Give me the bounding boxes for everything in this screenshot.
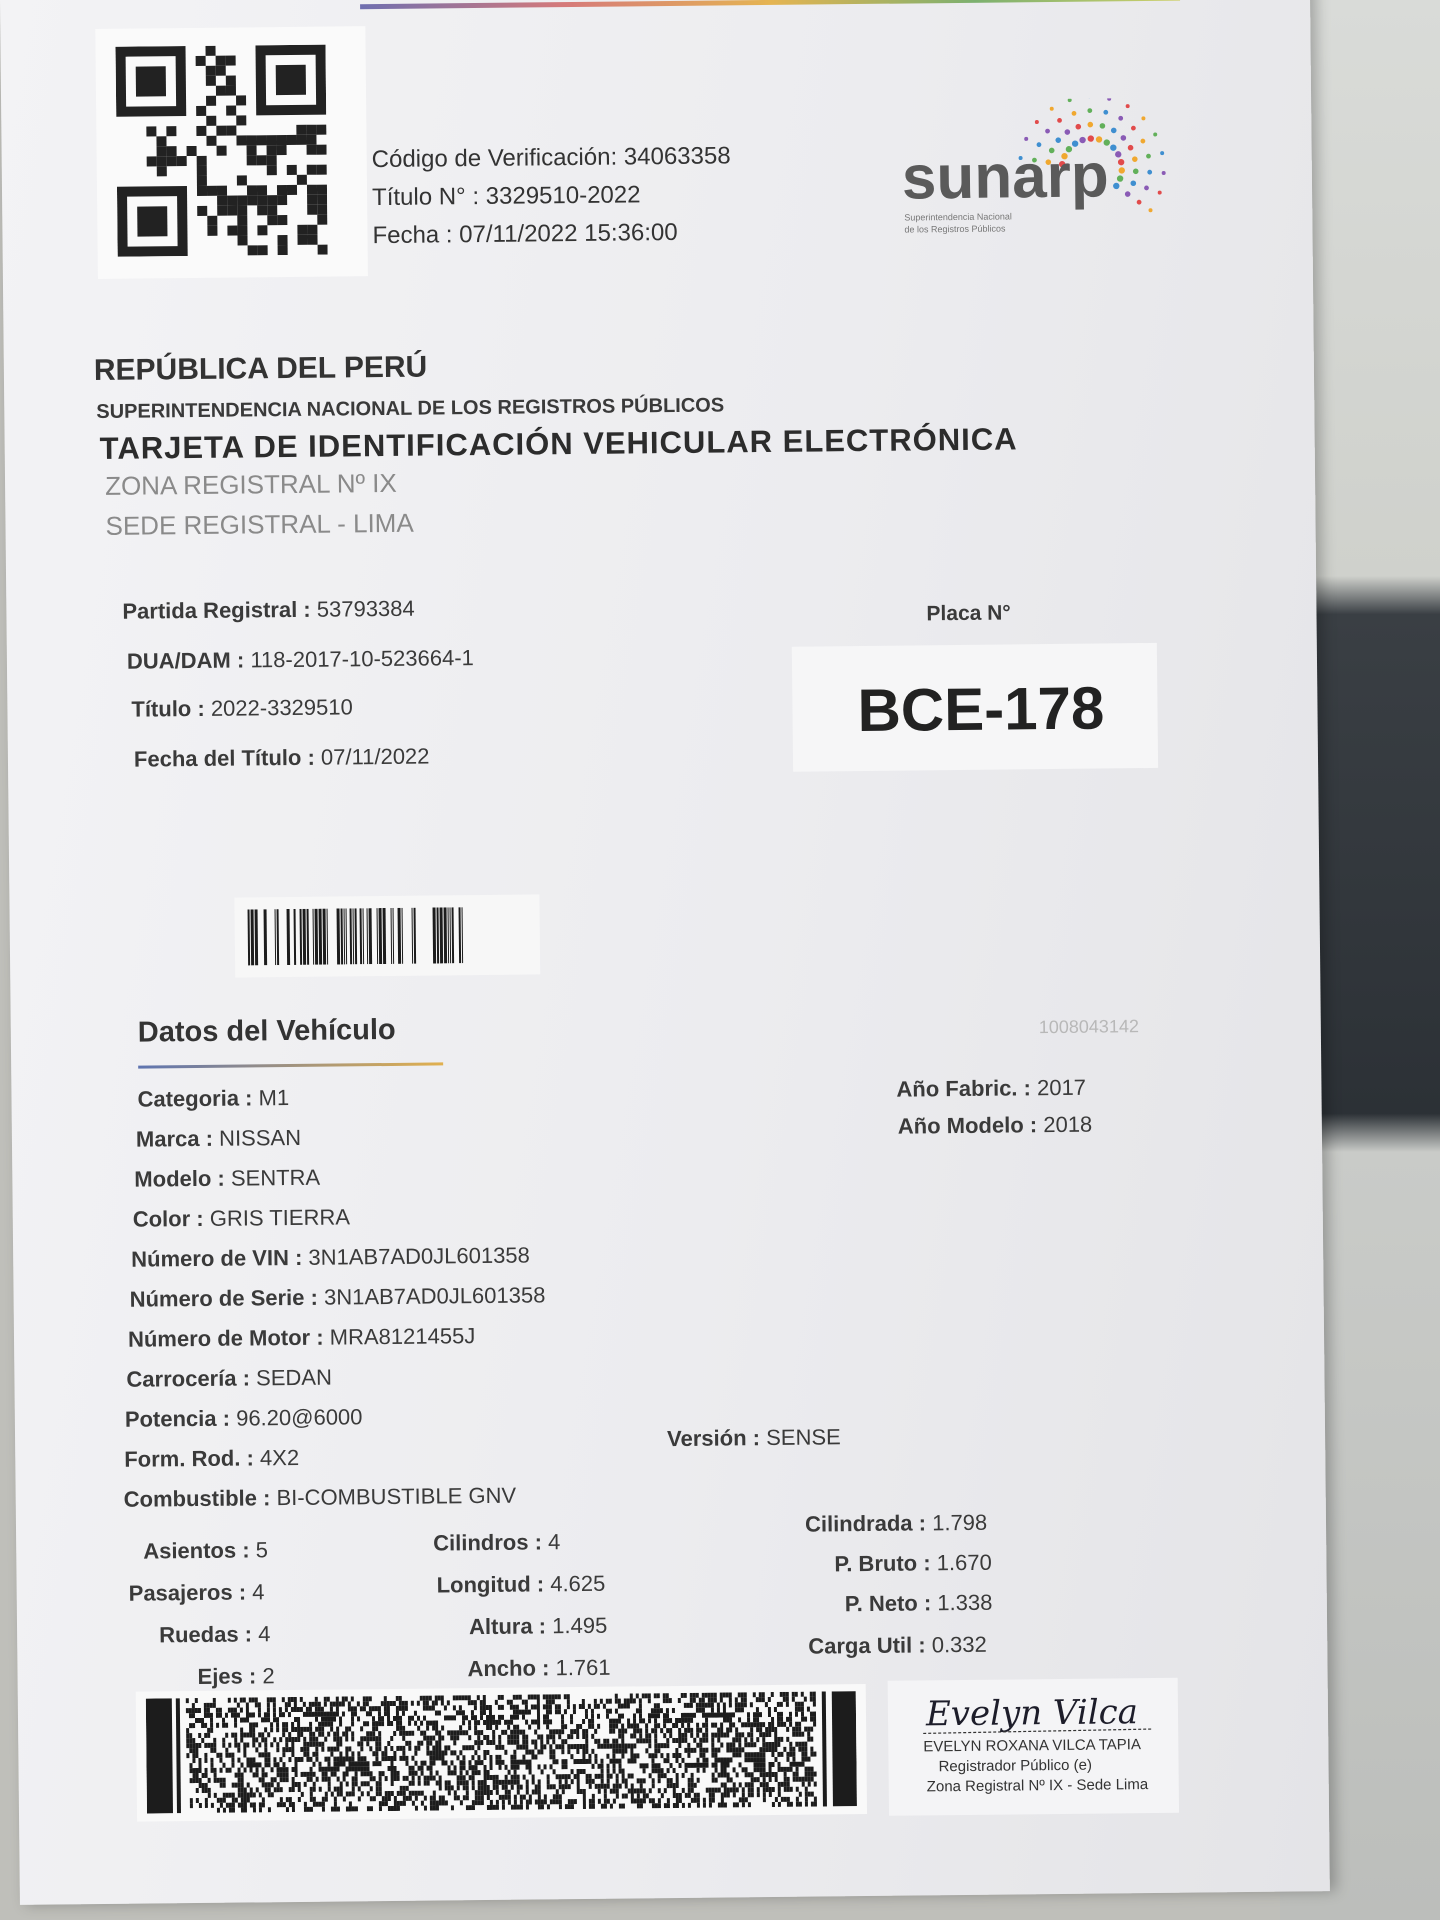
ruedas-label: Ruedas : (158, 1621, 253, 1648)
datos-underline (138, 1062, 443, 1068)
pasajeros-label: Pasajeros : (128, 1579, 247, 1606)
altura-label: Altura : (468, 1613, 547, 1640)
partida-label: Partida Registral : (122, 596, 311, 624)
sunarp-wordmark: sunarp (901, 141, 1109, 213)
anio-modelo-label: Año Modelo : (897, 1112, 1038, 1139)
anio-modelo-row (898, 1112, 1093, 1140)
version-label: Versión : (666, 1425, 761, 1452)
modelo-label: Modelo : (134, 1165, 225, 1192)
signer-zone: Zona Registral Nº IX - Sede Lima (926, 1776, 1149, 1796)
sunarp-logo (881, 97, 1203, 290)
asientos-label: Asientos : (143, 1537, 250, 1564)
header-zona: ZONA REGISTRAL Nº IX (104, 467, 397, 501)
anio-fabric-value: 2017 (1036, 1074, 1087, 1101)
vin-row (131, 1243, 530, 1273)
anio-fabric-label: Año Fabric. : (896, 1075, 1032, 1102)
carroceria-label: Carrocería : (126, 1365, 251, 1392)
sunarp-subtitle-2: de los Registros Públicos (904, 223, 1006, 235)
titulo-label: Título : (131, 695, 205, 722)
combustible-value: BI-COMBUSTIBLE GNV (276, 1482, 517, 1511)
signer-role: Registrador Público (e) (938, 1756, 1093, 1776)
cilindros-row (433, 1529, 560, 1556)
partida-value: 53793384 (316, 595, 415, 622)
motor-value: MRA8121455J (329, 1323, 476, 1350)
marca-row (136, 1125, 301, 1153)
formrod-row (124, 1445, 299, 1473)
longitud-value: 4.625 (550, 1570, 606, 1597)
signature-script: Evelyn Vilca (925, 1692, 1139, 1735)
altura-value: 1.495 (552, 1612, 608, 1639)
cilindros-value: 4 (547, 1529, 561, 1555)
pbruto-row (834, 1550, 992, 1578)
carroceria-row (126, 1365, 332, 1393)
marca-label: Marca : (135, 1125, 214, 1152)
top-color-stripe (360, 0, 1180, 9)
potencia-label: Potencia : (124, 1405, 231, 1432)
verification-code: Código de Verificación: 34063358 (371, 142, 731, 174)
ancho-row (467, 1655, 610, 1682)
cargautil-label: Carga Util : (808, 1632, 926, 1659)
pasajeros-value: 4 (252, 1579, 265, 1605)
pdf417-barcode-icon (146, 1691, 857, 1813)
cargautil-row (808, 1632, 987, 1660)
handwritten-signature (918, 1683, 1159, 1741)
cilindros-label: Cilindros : (433, 1529, 543, 1556)
pbruto-value: 1.670 (936, 1549, 992, 1576)
categoria-value: M1 (258, 1085, 290, 1111)
longitud-label: Longitud : (436, 1571, 545, 1598)
potencia-value: 96.20@6000 (235, 1404, 363, 1431)
categoria-label: Categoria : (137, 1085, 253, 1112)
formrod-label: Form. Rod. : (124, 1445, 254, 1472)
potencia-row (125, 1404, 363, 1432)
dua-value: 118-2017-10-523664-1 (250, 645, 474, 673)
verification-date: Fecha : 07/11/2022 15:36:00 (372, 218, 678, 250)
dua-row (127, 645, 474, 675)
ancho-value: 1.761 (555, 1654, 611, 1681)
categoria-row (137, 1085, 289, 1113)
ancho-label: Ancho : (467, 1655, 550, 1682)
ejes-value: 2 (262, 1663, 275, 1689)
header-republica: REPÚBLICA DEL PERÚ (93, 350, 428, 388)
marca-value: NISSAN (218, 1124, 302, 1151)
header-superintendencia: SUPERINTENDENCIA NACIONAL DE LOS REGISTROS PÚBLICOS (96, 394, 725, 424)
anio-fabric-row (896, 1075, 1086, 1103)
pasajeros-row (129, 1579, 265, 1606)
fecha-titulo-value: 07/11/2022 (320, 743, 430, 770)
titulo-value: 2022-3329510 (210, 694, 353, 721)
combustible-row (124, 1483, 517, 1513)
header-sede: SEDE REGISTRAL - LIMA (105, 507, 414, 541)
titulo-row (131, 694, 353, 722)
ruedas-row (159, 1621, 271, 1648)
cilindrada-value: 1.798 (932, 1509, 988, 1536)
asientos-row (143, 1537, 268, 1564)
formrod-value: 4X2 (259, 1444, 300, 1471)
placa-label: Placa N° (926, 601, 1011, 626)
modelo-value: SENTRA (230, 1164, 321, 1191)
ejes-row (197, 1663, 274, 1690)
datos-vehiculo-title: Datos del Vehículo (137, 1013, 396, 1049)
pneto-row (845, 1590, 993, 1618)
version-value: SENSE (766, 1424, 841, 1451)
cilindrada-row (805, 1510, 987, 1538)
pbruto-label: P. Bruto : (834, 1550, 931, 1577)
anio-modelo-value: 2018 (1043, 1111, 1093, 1138)
barcode-icon (245, 907, 468, 965)
document-number: 1008043142 (1038, 1016, 1140, 1038)
vin-label: Número de VIN : (131, 1244, 303, 1272)
fecha-titulo-row (134, 744, 430, 773)
serie-label: Número de Serie : (129, 1284, 319, 1312)
fecha-titulo-label: Fecha del Título : (133, 744, 315, 772)
color-row (133, 1204, 350, 1232)
motor-row (128, 1323, 475, 1353)
verification-title-number: Título N° : 3329510-2022 (371, 181, 641, 212)
ruedas-value: 4 (258, 1621, 271, 1647)
color-label: Color : (132, 1205, 204, 1232)
cargautil-value: 0.332 (931, 1631, 987, 1658)
serie-row (129, 1282, 545, 1312)
serie-value: 3N1AB7AD0JL601358 (323, 1282, 546, 1310)
cilindrada-label: Cilindrada : (804, 1510, 927, 1537)
version-row (667, 1424, 841, 1452)
dua-label: DUA/DAM : (126, 647, 245, 674)
sunarp-subtitle-1: Superintendencia Nacional (904, 211, 1012, 223)
longitud-row (436, 1571, 605, 1599)
carroceria-value: SEDAN (255, 1364, 333, 1391)
ejes-label: Ejes : (197, 1663, 257, 1690)
verification-block (371, 137, 731, 255)
pneto-value: 1.338 (937, 1589, 993, 1616)
altura-row (469, 1613, 607, 1640)
modelo-row (134, 1165, 320, 1193)
signer-name: EVELYN ROXANA VILCA TAPIA (923, 1736, 1142, 1756)
motor-label: Número de Motor : (127, 1324, 324, 1352)
plate-number: BCE-178 (857, 674, 1105, 745)
header-tarjeta: TARJETA DE IDENTIFICACIÓN VEHICULAR ELECTRÓNICA (99, 421, 1018, 466)
asientos-value: 5 (255, 1537, 269, 1563)
pneto-label: P. Neto : (844, 1590, 932, 1617)
color-value: GRIS TIERRA (209, 1204, 351, 1231)
vin-value: 3N1AB7AD0JL601358 (308, 1242, 530, 1270)
partida-row (122, 596, 415, 625)
qr-code-icon (115, 45, 327, 257)
combustible-label: Combustible : (123, 1485, 271, 1512)
